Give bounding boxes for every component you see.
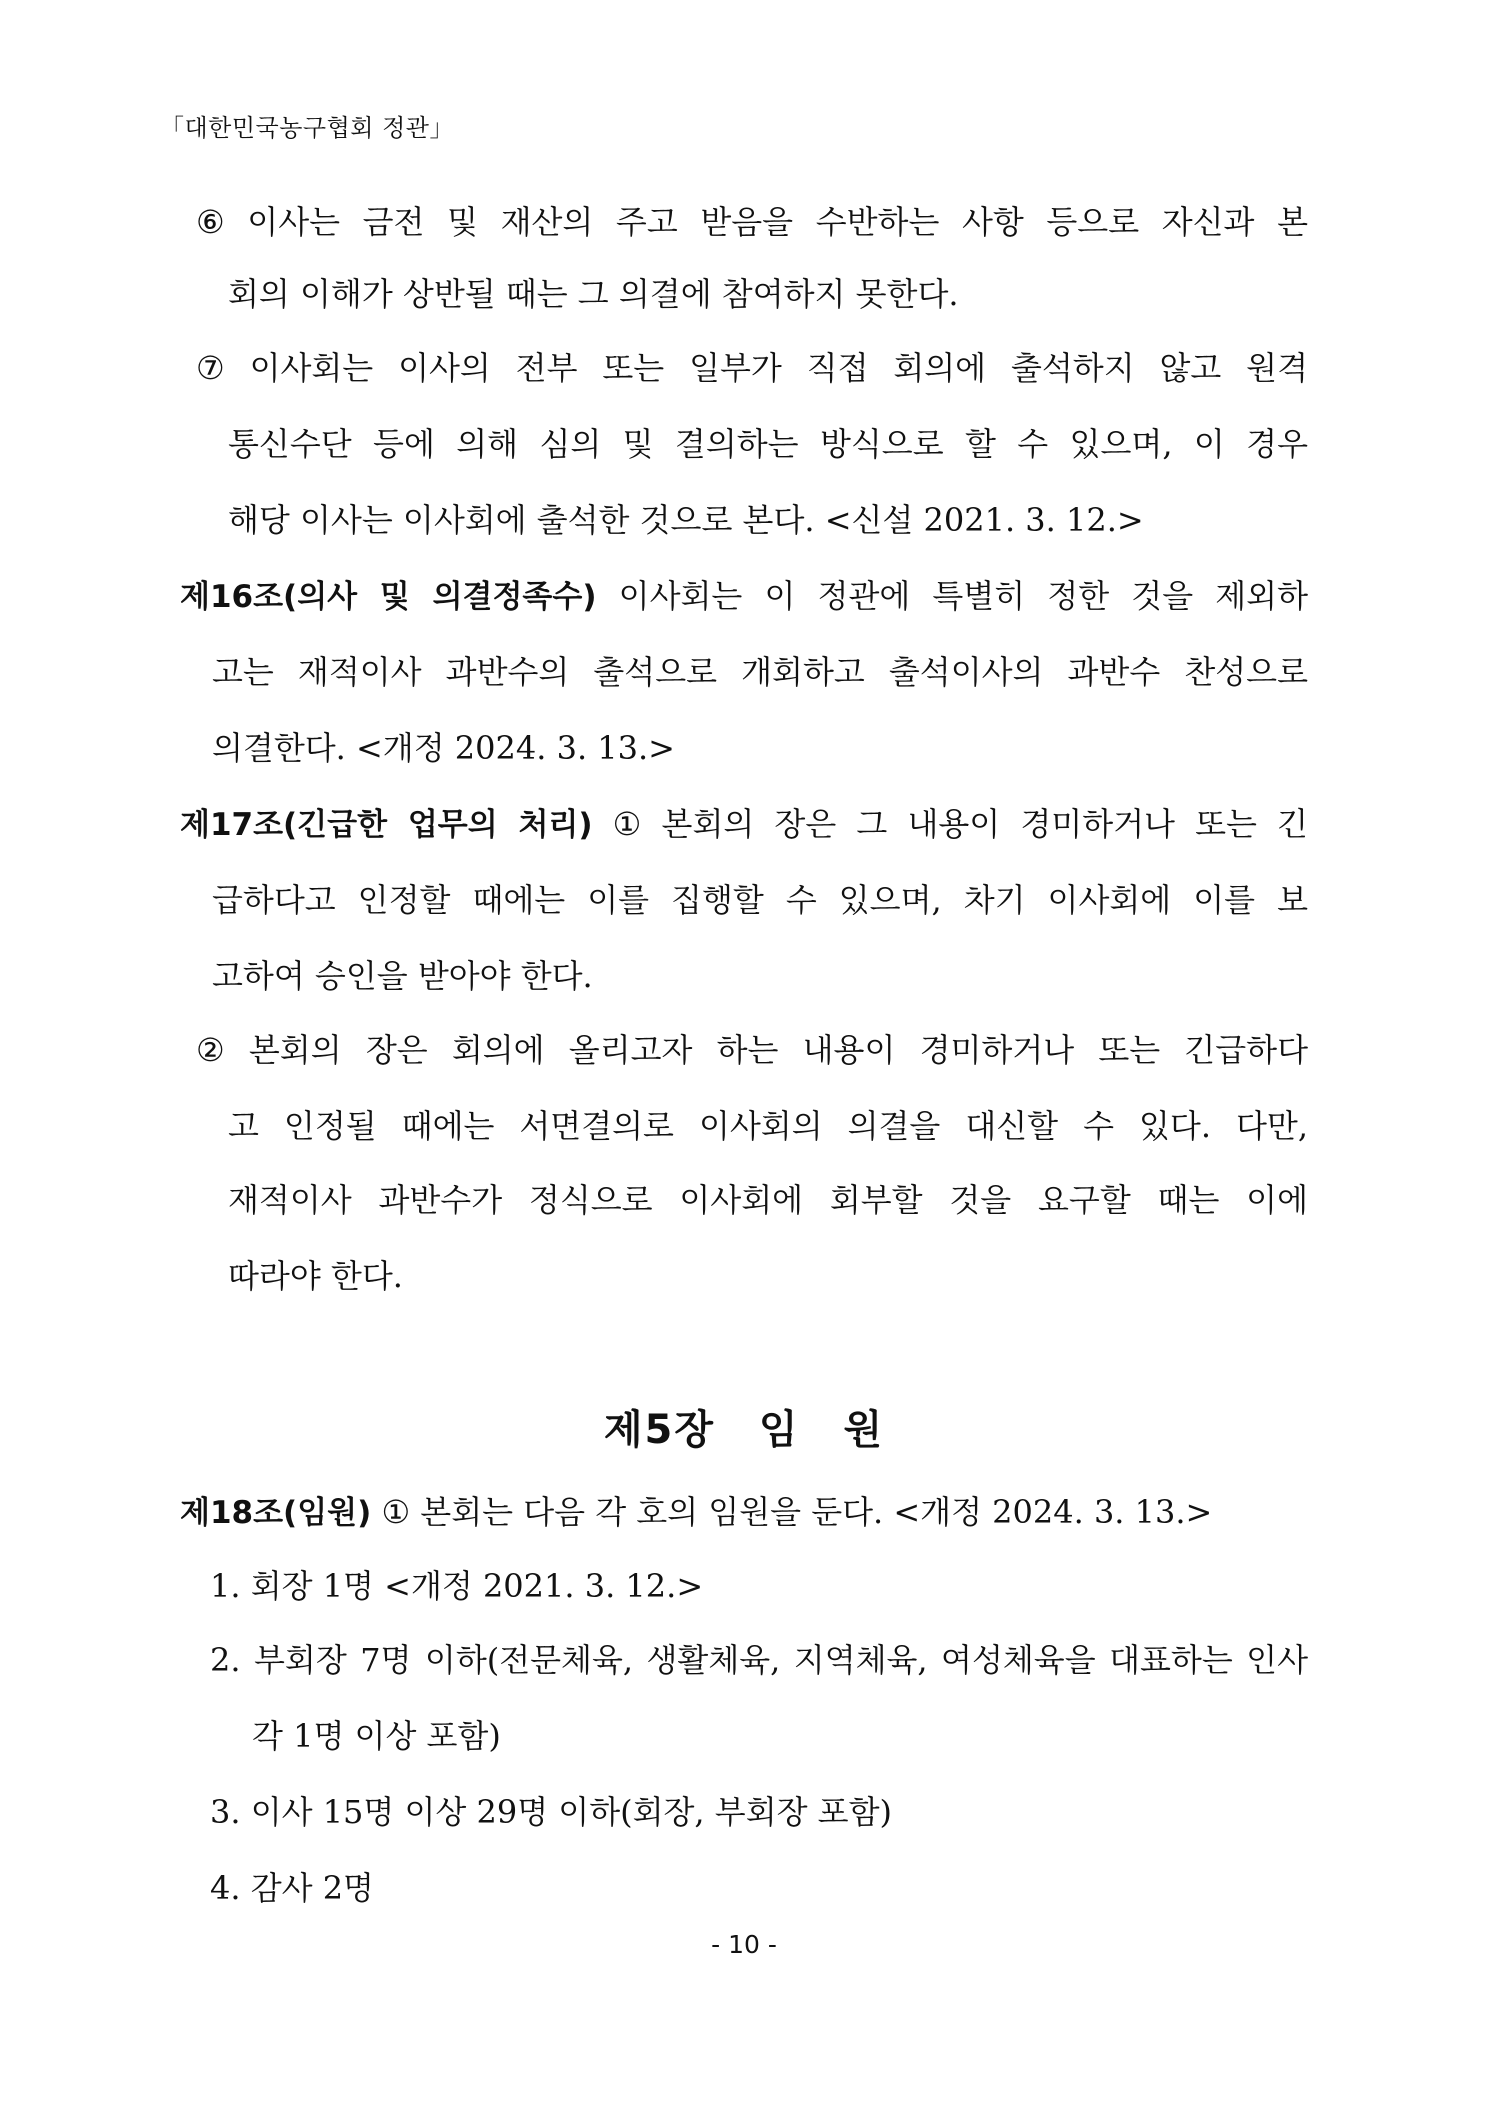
list-item-2-continuation: 각 1명 이상 포함): [252, 1717, 501, 1755]
paragraph-6-text-1: 이사는 금전 및 재산의 주고 받음을 수반하는 사항 등으로 자신과 본: [247, 203, 1308, 241]
article-18-heading: 제18조(임원): [180, 1495, 372, 1531]
article-16-line-3: 의결한다. <개정 2024. 3. 13.>: [212, 729, 675, 767]
list-item-number: 1.: [210, 1567, 241, 1605]
list-item-number: 3.: [210, 1793, 241, 1831]
article-17-para-2-line-4: 따라야 한다.: [228, 1257, 403, 1295]
article-18-line-1: [180, 1492, 1212, 1533]
list-item-text: 감사 2명: [250, 1869, 374, 1907]
paragraph-6-line-1: [196, 202, 1308, 242]
list-item-number: 4.: [210, 1869, 241, 1907]
article-18-text-1: 본회는 다음 각 호의 임원을 둔다. <개정 2024. 3. 13.>: [420, 1493, 1213, 1531]
list-item-3: [210, 1792, 892, 1832]
article-16-line-1: [180, 576, 1308, 616]
list-item-text: 회장 1명 <개정 2021. 3. 12.>: [250, 1567, 704, 1605]
circled-number-6: ⑥: [196, 203, 225, 241]
article-16-heading: 제16조(의사 및 의결정족수): [180, 579, 597, 615]
list-item-text: 이사 15명 이상 29명 이하(회장, 부회장 포함): [250, 1793, 892, 1831]
paragraph-7-line-1: [196, 348, 1308, 388]
paragraph-7-line-2: 통신수단 등에 의해 심의 및 결의하는 방식으로 할 수 있으며, 이 경우: [228, 425, 1308, 463]
paragraph-7-text-1: 이사회는 이사의 전부 또는 일부가 직접 회의에 출석하지 않고 원격: [249, 349, 1308, 387]
article-17-para-2-text-1: 본회의 장은 회의에 올리고자 하는 내용이 경미하거나 또는 긴급하다: [248, 1031, 1308, 1069]
list-item-number: 2.: [210, 1641, 241, 1679]
paragraph-7-line-3: 해당 이사는 이사회에 출석한 것으로 본다. <신설 2021. 3. 12.>: [228, 501, 1144, 539]
article-17-heading: 제17조(긴급한 업무의 처리): [180, 807, 593, 843]
article-16-text-1: 이사회는 이 정관에 특별히 정한 것을 제외하: [618, 577, 1308, 615]
paragraph-6-line-2: 회의 이해가 상반될 때는 그 의결에 참여하지 못한다.: [228, 275, 959, 313]
chapter-title: [0, 1398, 1488, 1455]
circled-number-2: ②: [196, 1031, 225, 1069]
chapter-number: 제5장: [603, 1407, 715, 1453]
list-item-1: [210, 1566, 703, 1606]
article-16-line-2: 고는 재적이사 과반수의 출석으로 개회하고 출석이사의 과반수 찬성으로: [212, 653, 1308, 691]
circled-number-1: ①: [612, 805, 642, 843]
article-17-para-2-line-2: 고 인정될 때에는 서면결의로 이사회의 의결을 대신할 수 있다. 다만,: [228, 1107, 1308, 1145]
page-number: - 10 -: [711, 1930, 777, 1959]
chapter-title-part-2: 원: [843, 1407, 885, 1453]
chapter-title-part-1: 임: [758, 1407, 800, 1453]
article-17-para-2-line-1: [196, 1030, 1308, 1070]
list-item-2: [210, 1640, 1308, 1680]
article-17-para-2-line-3: 재적이사 과반수가 정식으로 이사회에 회부할 것을 요구할 때는 이에: [228, 1181, 1308, 1219]
running-header: 「대한민국농구협회 정관」: [160, 114, 454, 142]
article-17-line-3: 고하여 승인을 받아야 한다.: [212, 957, 593, 995]
article-17-line-1: [180, 804, 1308, 844]
circled-number-1: ①: [381, 1493, 411, 1531]
article-17-text-1: 본회의 장은 그 내용이 경미하거나 또는 긴: [661, 805, 1308, 843]
article-17-line-2: 급하다고 인정할 때에는 이를 집행할 수 있으며, 차기 이사회에 이를 보: [212, 881, 1308, 919]
list-item-4: [210, 1868, 374, 1908]
list-item-text: 부회장 7명 이하(전문체육, 생활체육, 지역체육, 여성체육을 대표하는 인사: [254, 1641, 1308, 1679]
circled-number-7: ⑦: [196, 349, 225, 387]
